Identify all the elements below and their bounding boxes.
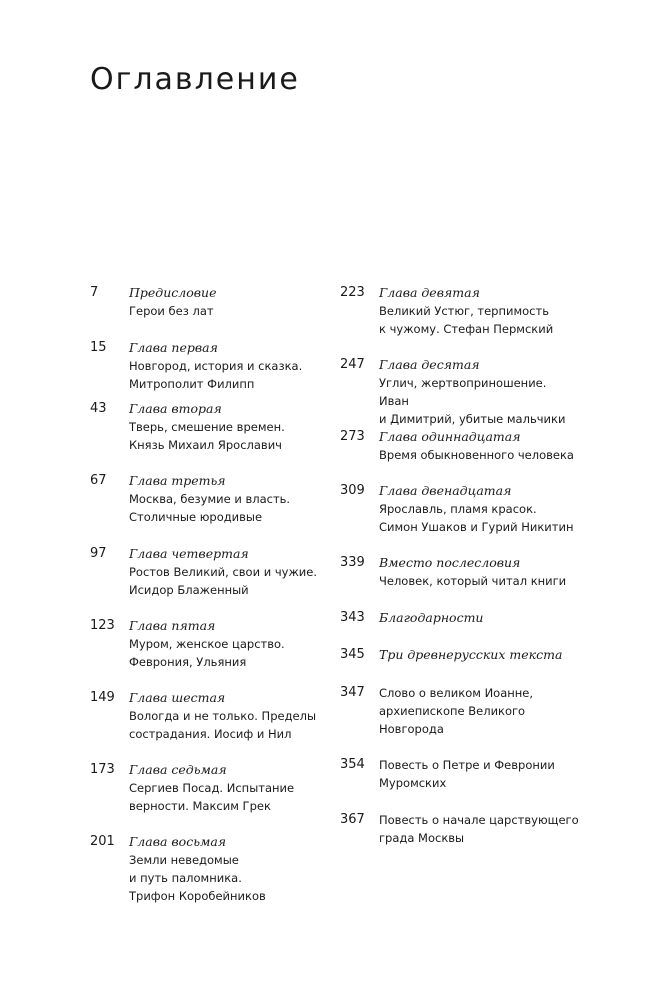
page-number: 345 bbox=[340, 647, 365, 662]
chapter-label: Глава шестая bbox=[129, 690, 226, 705]
chapter-label: Глава одиннадцатая bbox=[379, 429, 521, 444]
page-number: 173 bbox=[90, 762, 115, 777]
chapter-title: Земли неведомые и путь паломника. Трифон Коробейников bbox=[129, 853, 266, 903]
chapter-title: Москва, безумие и власть. Столичные юродивые bbox=[129, 492, 291, 524]
page-number: 354 bbox=[340, 757, 365, 772]
page-number: 123 bbox=[90, 618, 115, 633]
chapter-title: Повесть о начале царствующего града Москвы bbox=[379, 813, 579, 845]
chapter-title: Новгород, история и сказка. Митрополит Филипп bbox=[129, 359, 303, 391]
page-number: 247 bbox=[340, 357, 365, 372]
chapter-label: Вместо послесловия bbox=[379, 555, 521, 570]
page-number: 43 bbox=[90, 401, 107, 416]
chapter-label: Глава девятая bbox=[379, 285, 480, 300]
chapter-title: Герои без лат bbox=[129, 304, 214, 318]
page-number: 223 bbox=[340, 285, 365, 300]
chapter-label: Глава седьмая bbox=[129, 762, 227, 777]
chapter-label: Предисловие bbox=[129, 285, 217, 300]
page-title: Оглавление bbox=[90, 62, 300, 97]
chapter-title: Муром, женское царство. Феврония, Ульяния bbox=[129, 637, 285, 669]
chapter-title: Слово о великом Иоанне, архиепископе Великого Новгорода bbox=[379, 686, 534, 736]
chapter-label: Глава двенадцатая bbox=[379, 483, 512, 498]
chapter-title: Великий Устюг, терпимость к чужому. Стефан Пермский bbox=[379, 304, 554, 336]
chapter-title: Ростов Великий, свои и чужие. Исидор Блаженный bbox=[129, 565, 318, 597]
chapter-title: Вологда и не только. Пределы сострадания. Иосиф и Нил bbox=[129, 709, 317, 741]
page-number: 309 bbox=[340, 483, 365, 498]
chapter-title: Время обыкновенного человека bbox=[379, 448, 574, 462]
page-number: 343 bbox=[340, 610, 365, 625]
chapter-title: Ярославль, пламя красок. Симон Ушаков и Гурий Никитин bbox=[379, 502, 574, 534]
page-number: 273 bbox=[340, 429, 365, 444]
chapter-label: Глава восьмая bbox=[129, 834, 227, 849]
chapter-label: Глава вторая bbox=[129, 401, 222, 416]
page-number: 201 bbox=[90, 834, 115, 849]
page-number: 347 bbox=[340, 685, 365, 700]
page-number: 15 bbox=[90, 340, 107, 355]
chapter-label: Глава третья bbox=[129, 473, 226, 488]
page-number: 367 bbox=[340, 812, 365, 827]
page-number: 97 bbox=[90, 546, 107, 561]
chapter-title: Человек, который читал книги bbox=[379, 574, 567, 588]
page-number: 67 bbox=[90, 473, 107, 488]
chapter-title: Сергиев Посад. Испытание верности. Максим Грек bbox=[129, 781, 295, 813]
chapter-title: Тверь, смешение времен. Князь Михаил Ярославич bbox=[129, 420, 285, 452]
chapter-label: Глава первая bbox=[129, 340, 218, 355]
page-number: 149 bbox=[90, 690, 115, 705]
chapter-title: Повесть о Петре и Февронии Муромских bbox=[379, 758, 555, 790]
chapter-label: Глава пятая bbox=[129, 618, 216, 633]
chapter-label: Три древнерусских текста bbox=[379, 647, 563, 662]
chapter-label: Глава десятая bbox=[379, 357, 480, 372]
chapter-label: Глава четвертая bbox=[129, 546, 249, 561]
chapter-title: Углич, жертвоприношение. Иван и Димитрий, убитые мальчики bbox=[379, 376, 566, 426]
page-number: 7 bbox=[90, 285, 99, 300]
chapter-label: Благодарности bbox=[379, 610, 484, 625]
page-number: 339 bbox=[340, 555, 365, 570]
